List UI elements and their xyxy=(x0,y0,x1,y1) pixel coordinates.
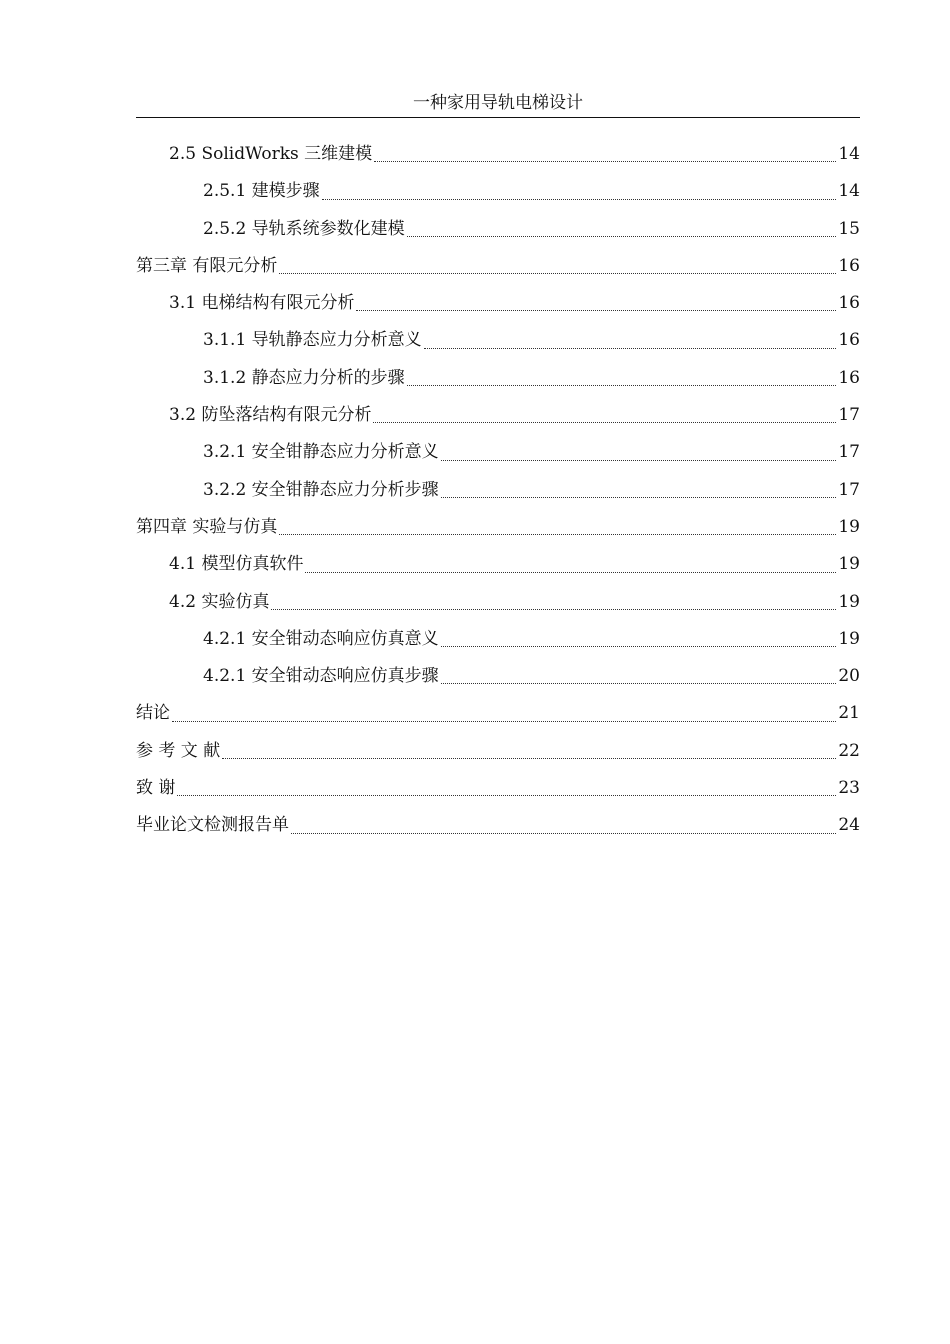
toc-dot-leader xyxy=(222,758,836,759)
toc-entry-page: 20 xyxy=(838,666,860,687)
toc-entry[interactable] xyxy=(136,472,860,509)
toc-entry-page: 19 xyxy=(838,554,860,575)
toc-entry[interactable] xyxy=(136,360,860,397)
toc-entry[interactable] xyxy=(136,658,860,695)
toc-dot-leader xyxy=(441,497,837,498)
toc-dot-leader xyxy=(374,161,836,162)
toc-dot-leader xyxy=(305,572,836,573)
toc-entry-title: 致 谢 xyxy=(136,778,176,799)
toc-entry[interactable] xyxy=(136,322,860,359)
toc-dot-leader xyxy=(177,795,836,796)
toc-entry-page: 17 xyxy=(838,479,860,500)
page-header xyxy=(136,90,860,116)
toc-entry-page: 17 xyxy=(838,442,860,463)
toc-entry-page: 19 xyxy=(838,591,860,612)
toc-entry-title: 4.2.1 安全钳动态响应仿真步骤 xyxy=(203,666,439,687)
toc-entry-title: 4.2.1 安全钳动态响应仿真意义 xyxy=(203,628,439,649)
toc-entry[interactable] xyxy=(136,248,860,285)
toc-dot-leader xyxy=(441,460,837,461)
table-of-contents xyxy=(136,136,860,845)
toc-entry[interactable] xyxy=(136,434,860,471)
toc-entry-page: 21 xyxy=(838,703,860,724)
toc-dot-leader xyxy=(172,721,836,722)
toc-dot-leader xyxy=(424,348,837,349)
toc-entry[interactable] xyxy=(136,584,860,621)
toc-dot-leader xyxy=(271,609,836,610)
toc-entry-title: 3.2.2 安全钳静态应力分析步骤 xyxy=(203,479,439,500)
toc-entry-page: 14 xyxy=(838,181,860,202)
toc-entry-title: 3.2.1 安全钳静态应力分析意义 xyxy=(203,442,439,463)
toc-entry-title: 4.2 实验仿真 xyxy=(169,591,270,612)
toc-dot-leader xyxy=(441,646,837,647)
toc-entry-page: 16 xyxy=(838,293,860,314)
toc-entry[interactable] xyxy=(136,285,860,322)
toc-dot-leader xyxy=(322,199,837,200)
toc-dot-leader xyxy=(279,534,836,535)
toc-entry-page: 19 xyxy=(838,628,860,649)
toc-entry-page: 16 xyxy=(838,330,860,351)
toc-entry[interactable] xyxy=(136,733,860,770)
toc-dot-leader xyxy=(407,385,837,386)
toc-entry-title: 2.5 SolidWorks 三维建模 xyxy=(169,144,373,164)
toc-entry-title: 2.5.1 建模步骤 xyxy=(203,181,320,202)
toc-dot-leader xyxy=(373,422,836,423)
toc-entry[interactable] xyxy=(136,173,860,210)
toc-entry-title: 3.2 防坠落结构有限元分析 xyxy=(169,405,372,426)
toc-dot-leader xyxy=(407,236,837,237)
toc-entry-title: 第四章 实验与仿真 xyxy=(136,516,278,537)
toc-entry-title: 3.1 电梯结构有限元分析 xyxy=(169,293,355,314)
toc-entry[interactable] xyxy=(136,621,860,658)
toc-dot-leader xyxy=(279,273,836,274)
toc-entry[interactable] xyxy=(136,397,860,434)
toc-entry[interactable] xyxy=(136,807,860,844)
toc-entry[interactable] xyxy=(136,509,860,546)
toc-entry-page: 22 xyxy=(838,740,860,761)
toc-entry-page: 16 xyxy=(838,367,860,388)
toc-entry[interactable] xyxy=(136,546,860,583)
toc-dot-leader xyxy=(356,310,836,311)
toc-entry-page: 15 xyxy=(838,218,860,239)
toc-entry-title: 2.5.2 导轨系统参数化建模 xyxy=(203,218,405,239)
toc-entry-title: 4.1 模型仿真软件 xyxy=(169,554,304,575)
toc-entry-page: 14 xyxy=(838,144,860,164)
toc-entry-page: 19 xyxy=(838,516,860,537)
toc-entry-title: 3.1.2 静态应力分析的步骤 xyxy=(203,367,405,388)
toc-entry[interactable] xyxy=(136,695,860,732)
header-title: 一种家用导轨电梯设计 xyxy=(413,93,583,113)
toc-entry-page: 16 xyxy=(838,255,860,276)
toc-entry-page: 24 xyxy=(838,815,860,836)
toc-dot-leader xyxy=(291,833,836,834)
toc-entry[interactable] xyxy=(136,211,860,248)
toc-entry[interactable] xyxy=(136,770,860,807)
toc-entry[interactable] xyxy=(136,136,860,173)
toc-entry-title: 参 考 文 献 xyxy=(136,740,221,761)
toc-dot-leader xyxy=(441,683,837,684)
toc-entry-title: 3.1.1 导轨静态应力分析意义 xyxy=(203,330,422,351)
toc-entry-page: 23 xyxy=(838,778,860,799)
toc-entry-title: 结论 xyxy=(136,703,170,724)
toc-entry-title: 第三章 有限元分析 xyxy=(136,255,278,276)
toc-entry-title: 毕业论文检测报告单 xyxy=(136,815,289,836)
toc-entry-page: 17 xyxy=(838,405,860,426)
header-rule xyxy=(136,117,860,118)
